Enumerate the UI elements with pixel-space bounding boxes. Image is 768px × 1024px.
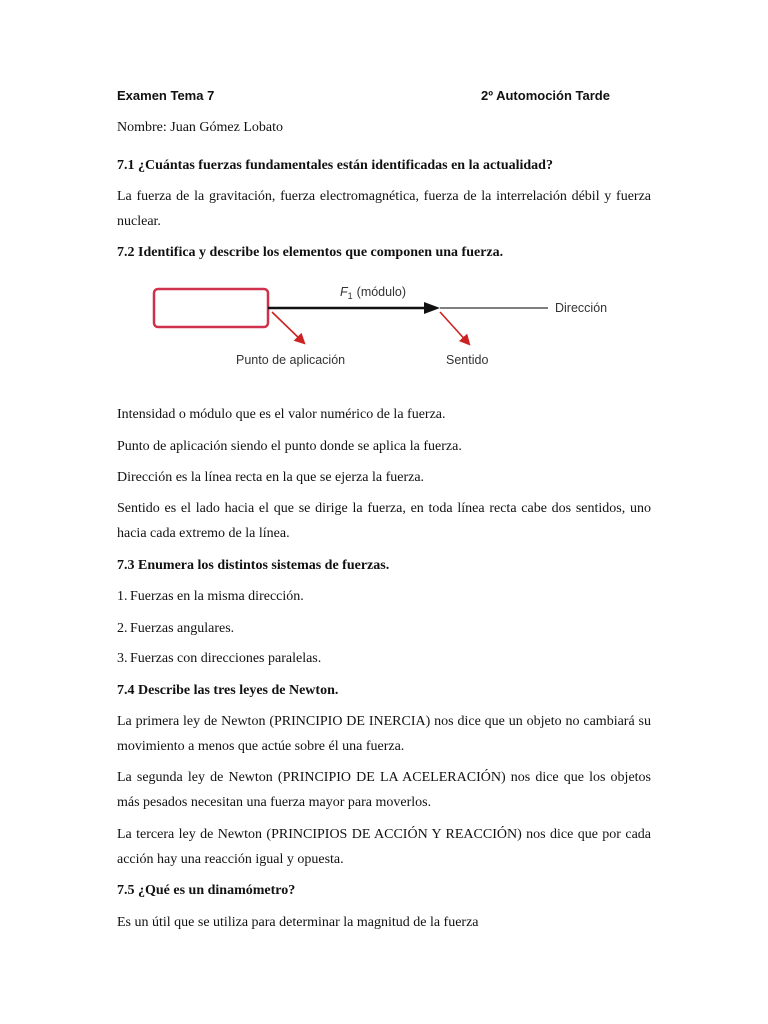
question-7-1: 7.1 ¿Cuántas fuerzas fundamentales están identificadas en la actualidad?	[117, 158, 553, 173]
body-rectangle	[154, 289, 268, 327]
application-point-arrow	[272, 312, 304, 343]
sense-label: Sentido	[446, 353, 489, 367]
answer-7-2-application-point: Punto de aplicación siendo el punto donde se aplica la fuerza.	[117, 439, 462, 454]
answer-7-4-third-law: La tercera ley de Newton (PRINCIPIOS DE ACCIÓN Y REACCIÓN) nos dice que por cada acción hay una reacción igual y opuesta.	[117, 827, 651, 867]
direction-label: Dirección	[555, 301, 608, 315]
student-name: Nombre: Juan Gómez Lobato	[117, 120, 284, 135]
answer-7-2-intensity: Intensidad o módulo que es el valor numérico de la fuerza.	[117, 407, 446, 422]
answer-7-2-direction: Dirección es la línea recta en la que se ejerza la fuerza.	[117, 470, 425, 485]
application-point-label: Punto de aplicación	[236, 353, 346, 367]
question-7-3: 7.3 Enumera los distintos sistemas de fuerzas.	[117, 558, 390, 573]
question-7-4: 7.4 Describe las tres leyes de Newton.	[117, 683, 339, 698]
list-item	[117, 616, 651, 641]
answer-7-1: La fuerza de la gravitación, fuerza electromagnética, fuerza de la interrelación débil y fuerza nuclear.	[117, 189, 651, 229]
answer-7-5: Es un útil que se utiliza para determinar la magnitud de la fuerza	[117, 915, 479, 930]
class-group: 2º Automoción Tarde	[481, 88, 610, 103]
list-item	[117, 646, 651, 671]
force-vector-arrowhead	[424, 302, 440, 314]
answer-7-2-sense: Sentido es el lado hacia el que se dirige la fuerza, en toda línea recta cabe dos sentidos, uno hacia cada extremo de la línea.	[117, 501, 651, 541]
list-item-number: 3.	[117, 651, 128, 666]
list-item-text: Fuerzas en la misma dirección.	[130, 589, 304, 604]
sense-arrow	[440, 312, 469, 344]
list-item	[117, 584, 651, 609]
list-item-text: Fuerzas con direcciones paralelas.	[130, 651, 322, 666]
force-modulus-label: $F_1$ (módulo)	[340, 285, 406, 301]
list-item-text: Fuerzas angulares.	[130, 621, 235, 636]
list-item-number: 2.	[117, 621, 128, 636]
list-item-number: 1.	[117, 589, 128, 604]
question-7-5: 7.5 ¿Qué es un dinamómetro?	[117, 883, 296, 898]
question-7-2: 7.2 Identifica y describe los elementos que componen una fuerza.	[117, 245, 504, 260]
exam-title: Examen Tema 7	[117, 88, 215, 103]
answer-7-4-first-law: La primera ley de Newton (PRINCIPIO DE INERCIA) nos dice que un objeto no cambiará su movimiento a menos que actúe sobre él una fuerza.	[117, 714, 651, 754]
answer-7-4-second-law: La segunda ley de Newton (PRINCIPIO DE LA ACELERACIÓN) nos dice que los objetos más pesados necesitan una fuerza mayor para moverlos.	[117, 770, 651, 810]
force-diagram	[148, 274, 628, 374]
